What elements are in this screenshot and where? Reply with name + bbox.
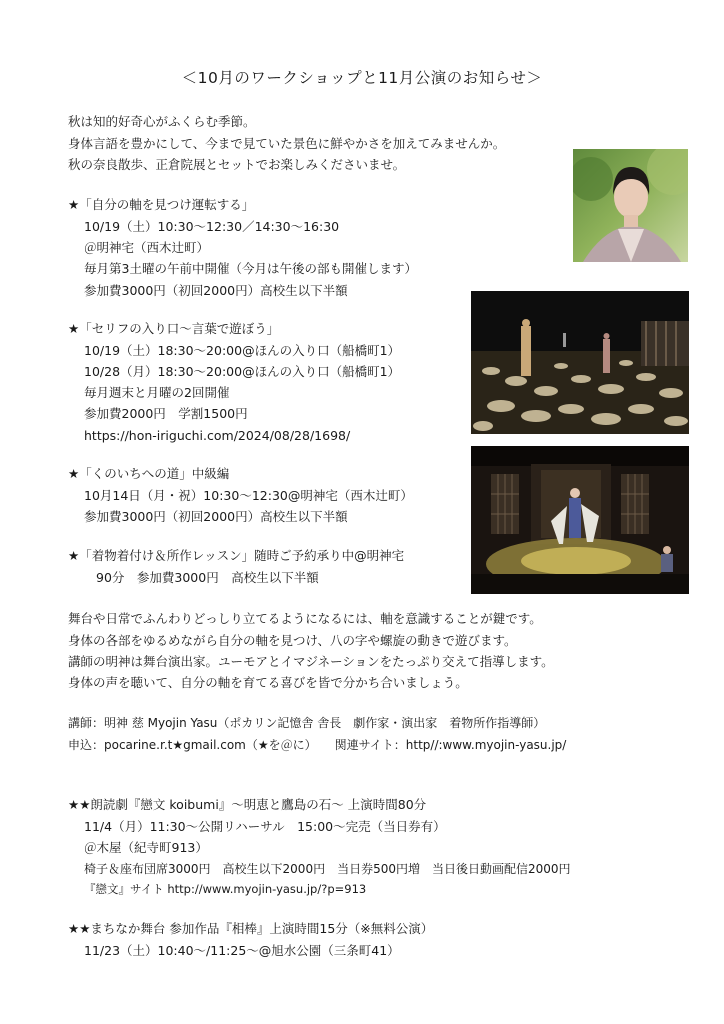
performance-link[interactable]: 『戀文』サイト http://www.myojin-yasu.jp/?p=913: [84, 882, 367, 896]
about-line: 舞台や日常でふんわりどっしり立てるようになるには、軸を意識することが鍵です。: [68, 611, 542, 626]
workshop-detail: 10/19（土）10:30〜12:30／14:30〜16:30: [84, 219, 340, 234]
workshop-detail: 10/28（月）18:30〜20:00@ほんの入り口（船橋町1）: [84, 364, 401, 379]
page-title: ＜10月のワークショップと11月公演のお知らせ＞: [181, 69, 543, 87]
performance-heading: ★★まちなか舞台 参加作品『相棒』上演時間15分（※無料公演）: [68, 921, 434, 936]
performance-detail: 11/4（月）11:30〜公開リハーサル 15:00〜完売（当日券有）: [84, 819, 446, 834]
stage-photo-lanterns: [471, 291, 689, 434]
workshop-detail: 参加費2000円 学割1500円: [84, 406, 248, 421]
workshop-detail: 10月14日（月・祝）10:30〜12:30@明神宅（西木辻町）: [84, 488, 413, 503]
workshop-detail: 参加費3000円（初回2000円）高校生以下半額: [84, 283, 348, 298]
workshop-heading: ★「くのいちへの道」中級編: [68, 466, 230, 481]
performance-detail: ＠木屋（紀寺町913）: [84, 840, 208, 855]
workshop-heading: ★「自分の軸を見つけ運転する」: [68, 197, 255, 212]
workshop-detail: 90分 参加費3000円 高校生以下半額: [96, 570, 319, 585]
contact[interactable]: 申込：pocarine.r.t★gmail.com（★を＠に） 関連サイト：http//:www.myojin-yasu.jp/: [68, 738, 567, 752]
performance-detail: 11/23（土）10:40〜/11:25〜@旭水公園（三条町41）: [84, 943, 400, 958]
about-line: 身体の各部をゆるめながら自分の軸を見つけ、八の字や螺旋の動きで遊びます。: [68, 633, 517, 648]
workshop-detail: ＠明神宅（西木辻町）: [84, 240, 210, 255]
workshop-detail: 参加費3000円（初回2000円）高校生以下半額: [84, 509, 348, 524]
portrait-photo: [573, 149, 688, 262]
stage-photo-kimono: [471, 446, 689, 594]
workshop-link[interactable]: https://hon-iriguchi.com/2024/08/28/1698/: [84, 428, 351, 443]
intro-line: 秋は知的好奇心がふくらむ季節。: [68, 114, 256, 129]
about-line: 講師の明神は舞台演出家。ユーモアとイマジネーションをたっぷり交えて指導します。: [68, 654, 554, 669]
performance-detail: 椅子＆座布団席3000円 高校生以下2000円 当日券500円増 当日後日動画配信2000円: [84, 862, 571, 876]
workshop-detail: 毎月第3土曜の午前中開催（今月は午後の部も開催します）: [84, 261, 417, 276]
workshop-heading: ★「着物着付け＆所作レッスン」随時ご予約承り中@明神宅: [68, 548, 405, 563]
workshop-detail: 毎月週末と月曜の2回開催: [84, 385, 230, 400]
performance-heading: ★★朗読劇『戀文 koibumi』〜明恵と鷹島の石〜 上演時間80分: [68, 797, 427, 812]
about-line: 身体の声を聴いて、自分の軸を育てる喜びを皆で分かち合いましょう。: [68, 675, 468, 690]
instructor: 講師：明神 慈 Myojin Yasu（ポカリン記憶舎 舎長 劇作家・演出家 着物所作指導師）: [68, 716, 546, 730]
intro-line: 身体言語を豊かにして、今まで見ていた景色に鮮やかさを加えてみませんか。: [68, 136, 506, 151]
workshop-heading: ★「セリフの入り口〜言葉で遊ぼう」: [68, 321, 280, 336]
intro-line: 秋の奈良散歩、正倉院展とセットでお楽しみくださいませ。: [68, 157, 406, 172]
workshop-detail: 10/19（土）18:30〜20:00@ほんの入り口（船橋町1）: [84, 343, 401, 358]
